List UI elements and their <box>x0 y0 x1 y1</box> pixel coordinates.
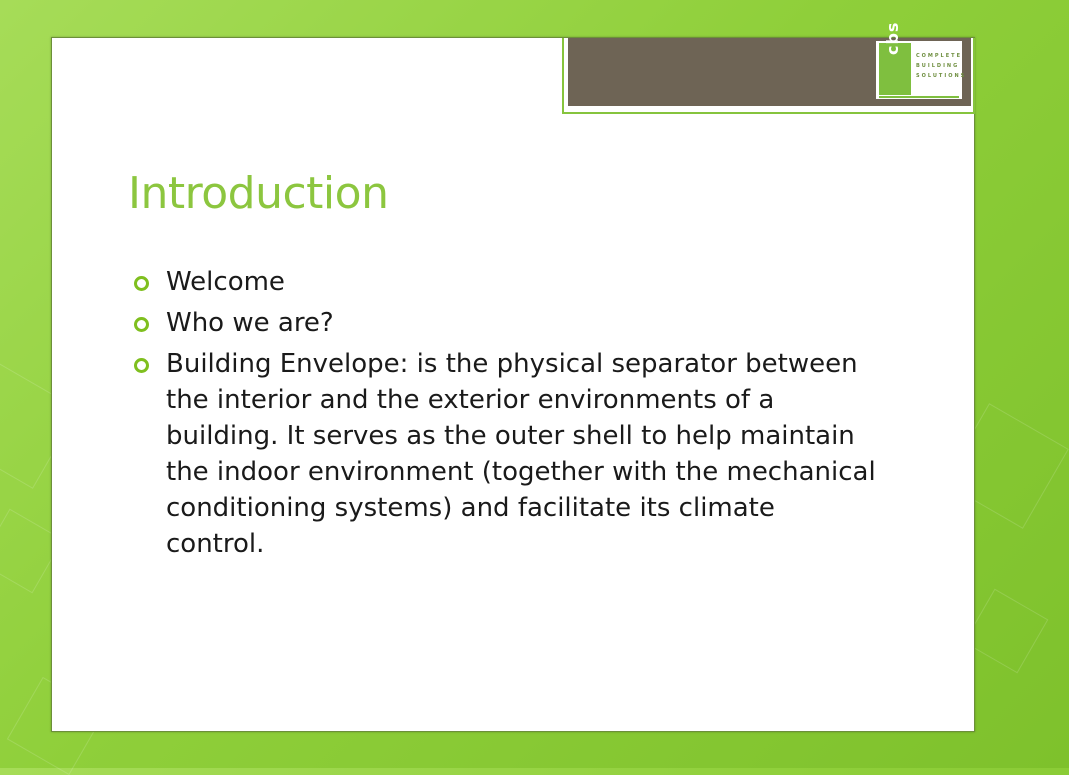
logo-tagline-bar <box>879 96 959 98</box>
ring-bullet-icon <box>134 276 149 291</box>
logo-line-3: SOLUTIONS <box>916 73 967 79</box>
logo-mark-text: cbs <box>883 21 902 55</box>
bullet-item <box>134 264 879 300</box>
bullet-text: Building Envelope: is the physical separator between the interior and the exterior environments of a building. It serves as the outer shell to help maintain the indoor environment (together with the mechanical conditioning systems) and facilitate its climate control. <box>166 349 876 559</box>
bullet-text: Welcome <box>166 267 285 297</box>
ring-bullet-icon <box>134 358 149 373</box>
bullet-list <box>134 264 879 567</box>
ring-bullet-icon <box>134 317 149 332</box>
slide-title: Introduction <box>128 168 389 219</box>
logo-line-1: COMPLETE <box>916 53 962 59</box>
logo-line-2: BUILDING <box>916 63 960 69</box>
logo-mark <box>879 21 911 95</box>
logo-header <box>562 21 975 114</box>
bullet-text: Who we are? <box>166 308 334 338</box>
bullet-item <box>134 346 879 562</box>
bullet-item <box>134 305 879 341</box>
company-logo <box>876 21 967 99</box>
logo-banner <box>568 21 971 106</box>
